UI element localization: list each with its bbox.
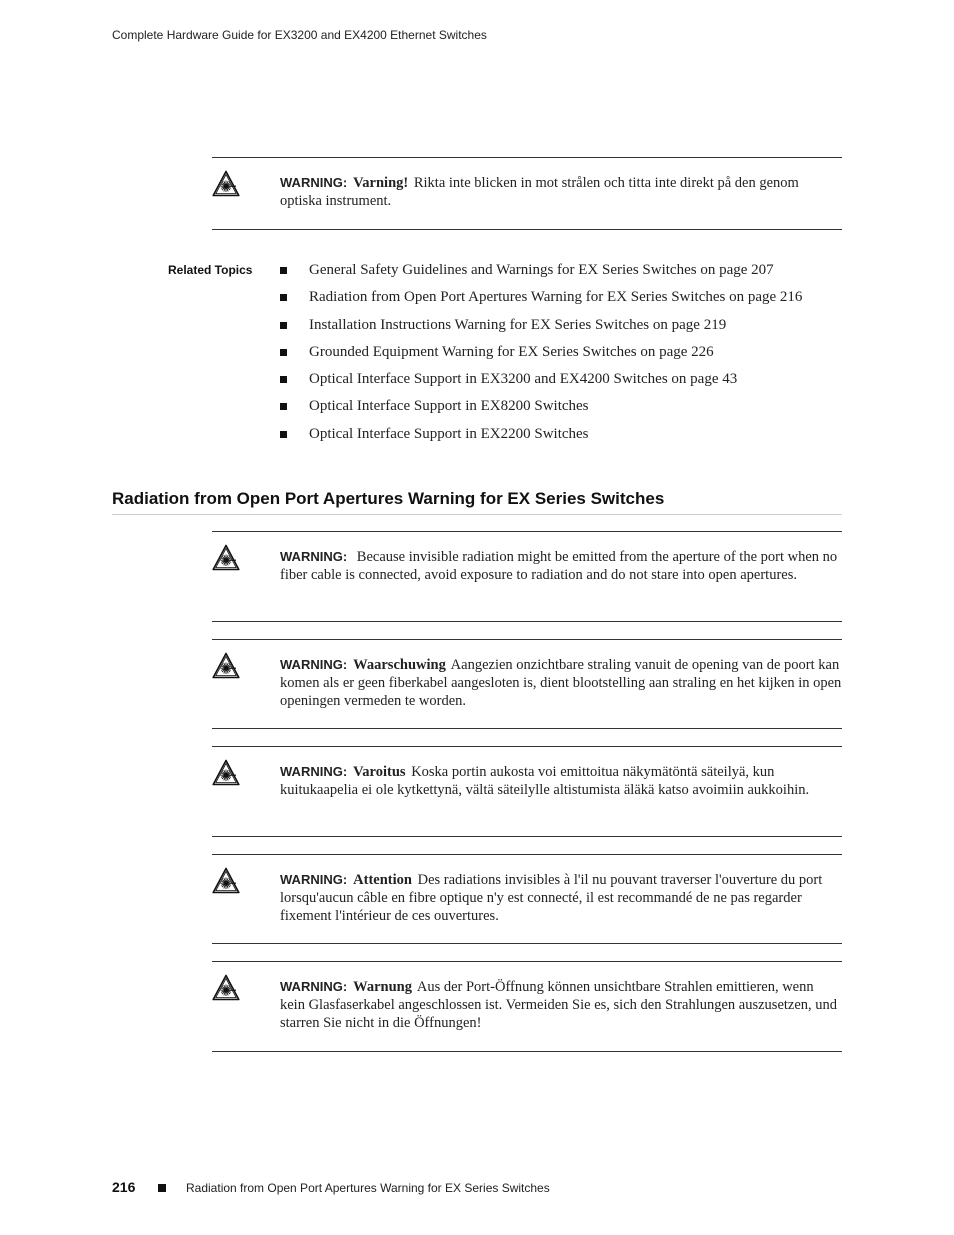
- warning-block-swedish: [212, 157, 842, 230]
- bullet-icon: [280, 267, 287, 274]
- warning-text: [280, 656, 842, 710]
- warning-block-dutch: [212, 639, 842, 729]
- warning-block-german: [212, 961, 842, 1052]
- related-topic-link[interactable]: Optical Interface Support in EX8200 Switches: [309, 398, 589, 415]
- warning-label: WARNING:: [280, 657, 348, 672]
- footer-title: Radiation from Open Port Apertures Warning for EX Series Switches: [186, 1181, 550, 1195]
- warning-lead: Varning!: [353, 175, 409, 191]
- bullet-icon: [280, 349, 287, 356]
- warning-body: Des radiations invisibles à l'il nu pouvant traverser l'ouverture du port lorsqu'aucun câble en fibre optique n'y est connecté, il est recommandé de ne pas regarder fixement l'intérieur de ces ouvertures.: [280, 872, 823, 924]
- warning-label: WARNING:: [280, 175, 348, 190]
- warning-text: [280, 763, 842, 799]
- warning-body: Aangezien onzichtbare straling vanuit de opening van de poort kan komen als er geen fiberkabel aangesloten is, dient blootstelling aan straling en het kijken in open openingen vermeden te worden.: [280, 657, 842, 709]
- bullet-icon: [280, 294, 287, 301]
- warning-label: WARNING:: [280, 549, 348, 564]
- laser-radiation-icon: [212, 974, 240, 1002]
- bullet-icon: [280, 322, 287, 329]
- bullet-icon: [280, 431, 287, 438]
- warning-lead: Waarschuwing: [353, 657, 446, 673]
- laser-radiation-icon: [212, 170, 240, 198]
- warning-block-finnish: [212, 746, 842, 837]
- related-topic-link[interactable]: Radiation from Open Port Apertures Warning for EX Series Switches on page 216: [309, 289, 803, 306]
- section-title: Radiation from Open Port Apertures Warning for EX Series Switches: [112, 489, 665, 508]
- warning-text: [280, 871, 842, 925]
- warning-text: [280, 978, 842, 1032]
- warning-label: WARNING:: [280, 872, 348, 887]
- laser-radiation-icon: [212, 544, 240, 572]
- warning-body: Rikta inte blicken in mot strålen och titta inte direkt på den genom optiska instrument.: [280, 175, 799, 209]
- warning-text: [280, 548, 842, 584]
- page-number: 216: [112, 1179, 136, 1195]
- bullet-icon: [280, 403, 287, 410]
- related-topic-link[interactable]: Optical Interface Support in EX3200 and EX4200 Switches on page 43: [309, 371, 738, 388]
- warning-label: WARNING:: [280, 979, 348, 994]
- warning-body: Aus der Port-Öffnung können unsichtbare Strahlen emittieren, wenn kein Glasfaserkabel angeschlossen ist. Vermeiden Sie es, sich den Strahlungen auszusetzen, und starren Sie nicht in die Öffnungen!: [280, 979, 838, 1031]
- footer-separator-icon: [158, 1184, 166, 1192]
- warning-label: WARNING:: [280, 764, 348, 779]
- laser-radiation-icon: [212, 867, 240, 895]
- related-topics-label: Related Topics: [168, 263, 253, 277]
- related-topic-link[interactable]: General Safety Guidelines and Warnings for EX Series Switches on page 207: [309, 262, 774, 278]
- section-divider: [112, 514, 842, 515]
- warning-text: [280, 174, 842, 210]
- warning-lead: Warnung: [353, 979, 413, 995]
- warning-body: Koska portin aukosta voi emittoitua näkymätöntä säteilyä, kun kuitukaapelia ei ole kytkettynä, vältä säteilylle altistumista äläkä katso avoimiin aukkoihin.: [280, 764, 810, 798]
- related-topic-link[interactable]: Installation Instructions Warning for EX Series Switches on page 219: [309, 316, 727, 333]
- warning-block-english: [212, 531, 842, 622]
- running-header: Complete Hardware Guide for EX3200 and EX4200 Ethernet Switches: [112, 28, 487, 42]
- warning-lead: Varoitus: [353, 764, 406, 780]
- warning-lead: Attention: [353, 872, 412, 888]
- related-topic-link[interactable]: Optical Interface Support in EX2200 Switches: [309, 425, 589, 442]
- related-topic-link[interactable]: Grounded Equipment Warning for EX Series Switches on page 226: [309, 343, 714, 360]
- laser-radiation-icon: [212, 759, 240, 787]
- bullet-icon: [280, 376, 287, 383]
- warning-body: Because invisible radiation might be emitted from the aperture of the port when no fiber cable is connected, avoid exposure to radiation and do not stare into open apertures.: [280, 549, 838, 583]
- warning-block-french: [212, 854, 842, 944]
- laser-radiation-icon: [212, 652, 240, 680]
